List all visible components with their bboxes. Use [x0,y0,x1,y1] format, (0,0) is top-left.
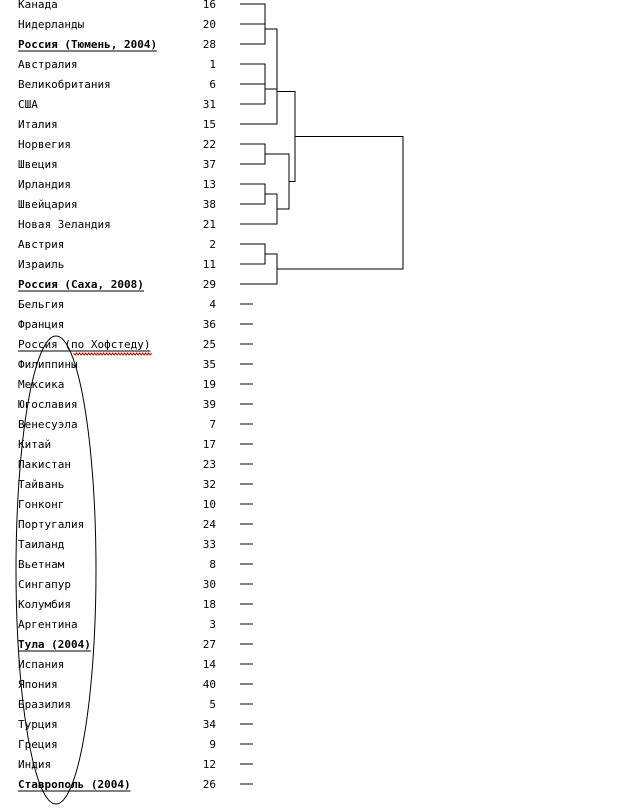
leaf-label: Бразилия [18,698,71,711]
leaf-label: Пакистан [18,458,71,471]
leaf-label: Австралия [18,58,78,71]
leaf-number: 4 [209,298,216,311]
leaf-number: 37 [202,158,216,171]
leaf-label: Ставрополь (2004) [18,778,131,791]
leaf-number: 21 [202,218,216,231]
leaf-label: Гонконг [18,498,65,511]
leaf-label: Турция [18,718,58,731]
leaf-label: Колумбия [18,598,71,611]
leaf-number: 36 [202,318,216,331]
leaf-label: Тайвань [18,478,65,491]
leaf-label: Франция [18,318,65,331]
leaf-number: 1 [209,58,216,71]
leaf-number: 25 [202,338,216,351]
leaf-number: 11 [202,258,216,271]
leaf-number: 38 [202,198,216,211]
leaf-number: 17 [202,438,216,451]
leaf-label: Аргентина [18,618,78,631]
leaf-number: 14 [202,658,216,671]
leaf-label: Австрия [18,238,65,251]
leaf-label: Индия [18,758,52,771]
leaf-number: 5 [209,698,216,711]
merge-link [253,64,265,84]
leaf-label: Швейцария [18,198,78,211]
leaf-label: Бельгия [18,298,65,311]
leaf-number: 16 [202,0,216,11]
leaf-label: Португалия [18,518,85,531]
merge-link [265,29,277,89]
leaf-number: 18 [202,598,216,611]
leaf-label: Россия (по Хофстеду) [18,338,151,351]
merge-link [253,244,265,264]
merge-link [277,92,295,182]
leaf-number: 8 [209,558,216,571]
merge-link [253,4,265,24]
leaf-number: 29 [202,278,216,291]
spellcheck-squiggle [74,353,152,355]
leaf-number: 40 [202,678,216,691]
leaf-label: США [18,98,38,111]
leaf-label: Канада [18,0,58,11]
leaf-label: Греция [18,738,58,751]
leaf-label: Норвегия [18,138,71,151]
leaf-number: 27 [202,638,216,651]
leaf-label: Италия [18,118,58,131]
leaf-number: 15 [202,118,216,131]
leaf-label: Россия (Саха, 2008) [18,278,144,291]
merge-link [253,184,265,204]
leaf-number: 28 [202,38,216,51]
leaf-number: 26 [202,778,216,791]
leaf-label: Швеция [18,158,58,171]
leaf-label: Ирландия [18,178,71,191]
leaf-label: Великобритания [18,78,111,91]
leaf-label: Таиланд [18,538,65,551]
leaf-number: 12 [202,758,216,771]
leaf-label: Испания [18,658,65,671]
leaf-number: 30 [202,578,216,591]
leaf-number: 3 [209,618,216,631]
leaf-label: Сингапур [18,578,71,591]
merge-link [253,14,265,44]
leaf-label: Россия (Тюмень, 2004) [18,38,158,51]
leaf-labels [18,0,216,791]
leaf-label: Венесуэла [18,418,78,431]
leaf-label: Израиль [18,258,65,271]
leaf-label: Тула (2004) [18,638,91,651]
leaf-number: 9 [209,738,216,751]
leaf-number: 34 [202,718,216,731]
leaf-number: 20 [202,18,216,31]
leaf-number: 6 [209,78,216,91]
leaf-number: 33 [202,538,216,551]
leaf-number: 24 [202,518,216,531]
leaf-label: Япония [18,678,58,691]
leaf-label: Новая Зеландия [18,218,111,231]
leaf-label: Китай [18,438,52,451]
merge-link [277,137,403,270]
dendrogram-links [240,4,403,784]
merge-link [253,74,265,104]
leaf-label: Югославия [18,398,78,411]
leaf-number: 7 [209,418,216,431]
leaf-label: Нидерланды [18,18,85,31]
leaf-number: 35 [202,358,216,371]
leaf-number: 39 [202,398,216,411]
leaf-number: 23 [202,458,216,471]
leaf-label: Филиппины [18,358,78,371]
leaf-number: 13 [202,178,216,191]
merge-link [253,144,265,164]
leaf-number: 22 [202,138,216,151]
leaf-number: 31 [202,98,216,111]
leaf-label: Мексика [18,378,65,391]
leaf-number: 10 [202,498,216,511]
leaf-number: 32 [202,478,216,491]
leaf-number: 2 [209,238,216,251]
leaf-number: 19 [202,378,216,391]
leaf-label: Вьетнам [18,558,65,571]
